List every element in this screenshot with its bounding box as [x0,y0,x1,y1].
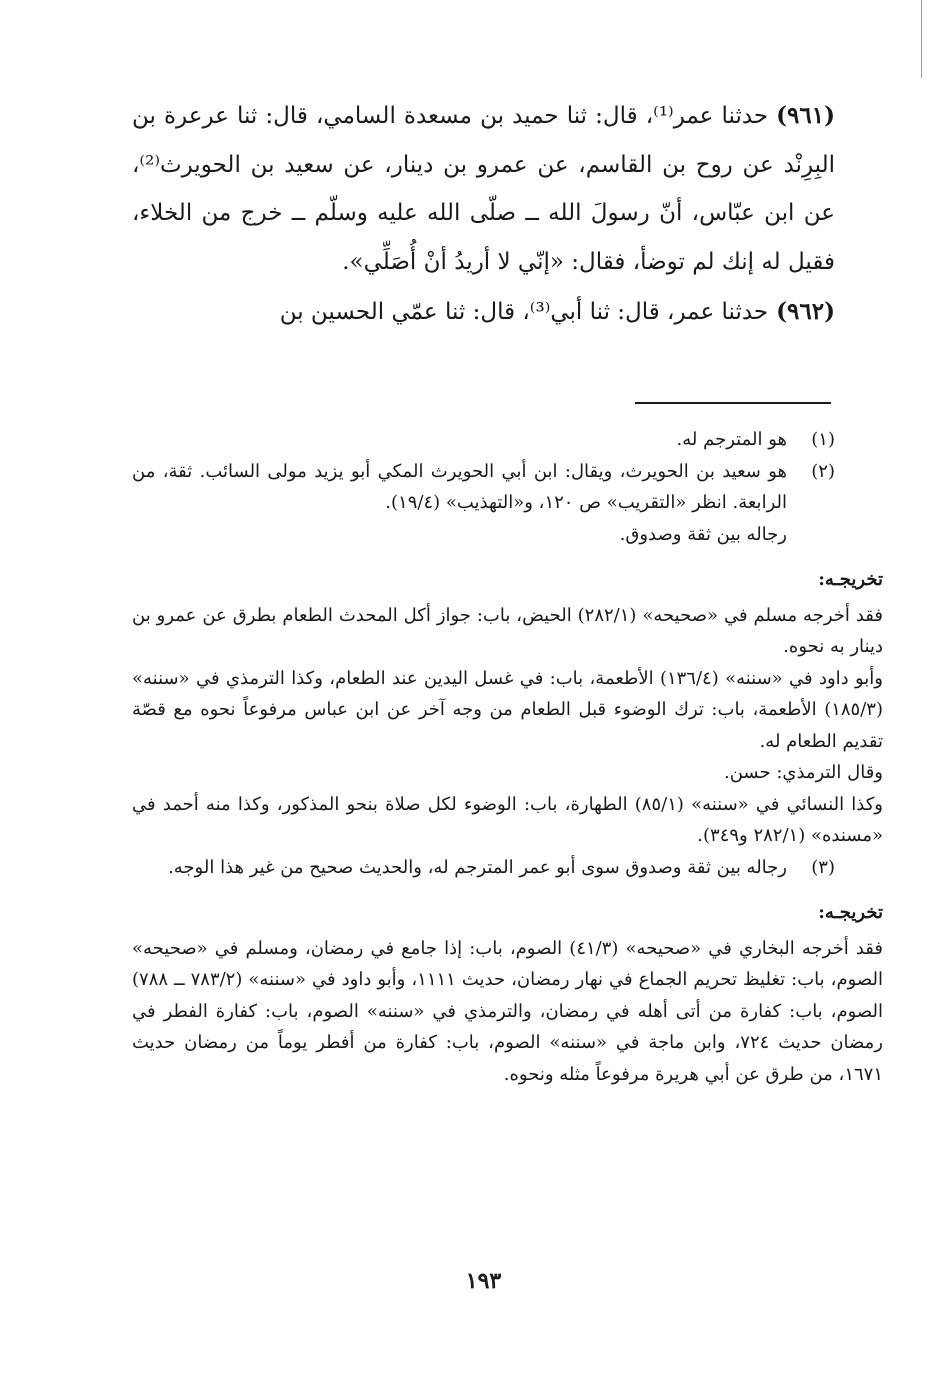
footnote-1 [132,424,835,456]
footnote-2-takhrij-p1: فقد أخرجه مسلم في «صحيحه» (٢٨٢/١) الحيض، باب: جواز أكل المحدث الطعام بطرق عن عمرو بن دينار به نحوه. [132,604,883,657]
footnote-3-takhrij-p1: فقد أخرجه البخاري في «صحيحه» (٤١/٣) الصوم، باب: إذا جامع في رمضان، ومسلم في «صحيحه» الصوم، باب: تغليظ تحريم الجماع في نهار رمضان، حديث ١١١١، وأبو داود في «سننه» (٧٨٣/٢ ــ ٧٨٨) الصوم، باب: كفارة من أتى أهله في رمضان، والترمذي في «سننه» الصوم، باب: كفارة الفطر في رمضان حديث ٧٢٤، وابن ماجة في «سننه» الصوم، باب: كفارة من أفطر يوماً من رمضان حديث ١٦٧١، من طرق عن أبي هريرة مرفوعاً مثله ونحوه. [132,937,883,1085]
footnote-2 [132,456,835,551]
footnote-3-text: رجاله بين ثقة وصدوق سوى أبو عمر المترجم له، والحديث صحيح من غير هذا الوجه. [168,856,787,878]
footnote-3 [132,852,835,884]
footnote-2-takhrij-p4: وكذا النسائي في «سننه» (٨٥/١) الطهارة، باب: الوضوء لكل صلاة بنحو المذكور، وكذا منه أحمد في «مسنده» (٢٨٢/١ و٣٤٩). [132,793,883,846]
hadith-961 [132,92,835,286]
footnote-2-takhrij-p3: وقال الترمذي: حسن. [723,762,883,783]
hadith-961-number: (٩٦١) [776,102,835,129]
footnote-2-line2: رجاله بين ثقة وصدوق. [619,523,787,545]
footnote-1-number: (١) [811,429,835,450]
footnote-3-number: (٣) [811,856,835,878]
footnote-divider [635,402,831,404]
main-text [132,92,835,337]
hadith-962-text: حدثنا عمر، قال: ثنا أبي⁽³⁾، قال: ثنا عمّي الحسين بن [279,299,769,325]
footnote-2-takhrij-title: تخريجـه: [818,569,883,590]
footnote-2-takhrij-p2: وأبو داود في «سننه» (١٣٦/٤) الأطعمة، باب: في غسل اليدين عند الطعام، وكذا الترمذي في «سننه» (١٨٥/٣) الأطعمة، باب: ترك الوضوء قبل الطعام من وجه آخر عن ابن عباس مرفوعاً نحوه مع قصّة تقديم الطعام له. [132,667,883,752]
footnote-3-takhrij [132,897,883,1090]
footnote-2-takhrij [132,564,883,852]
hadith-961-text: حدثنا عمر⁽¹⁾، قال: ثنا حميد بن مسعدة السامي، قال: ثنا عرعرة بن البِرِنْد عن روح بن القاسم، عن عمرو بن دينار، عن سعيد بن الحويرث⁽²⁾، عن ابن عبّاس، أنّ رسولَ الله ــ صلّى الله عليه وسلّم ــ خرج من الخلاء، فقيل له إنك لم توضأ، فقال: «إنّي لا أريدُ أنْ أُصَلِّي». [132,103,835,275]
footnote-1-text: هو المترجم له. [676,429,787,450]
footnote-2-text: هو سعيد بن الحويرث، ويقال: ابن أبي الحويرث المكي أبو يزيد مولى السائب. ثقة، من الرابعة. انظر «التقريب» ص ١٢٠، و«التهذيب» (١٩/٤). [132,460,787,513]
hadith-962-number: (٩٦٢) [776,298,835,325]
page-number: ١٩٣ [465,1268,502,1294]
footnotes [132,424,883,1090]
page-edge-line [921,0,922,78]
hadith-962 [132,288,835,337]
footnote-3-takhrij-title: تخريجـه: [818,902,883,923]
book-page [132,0,883,1375]
footnote-2-number: (٢) [811,460,835,482]
